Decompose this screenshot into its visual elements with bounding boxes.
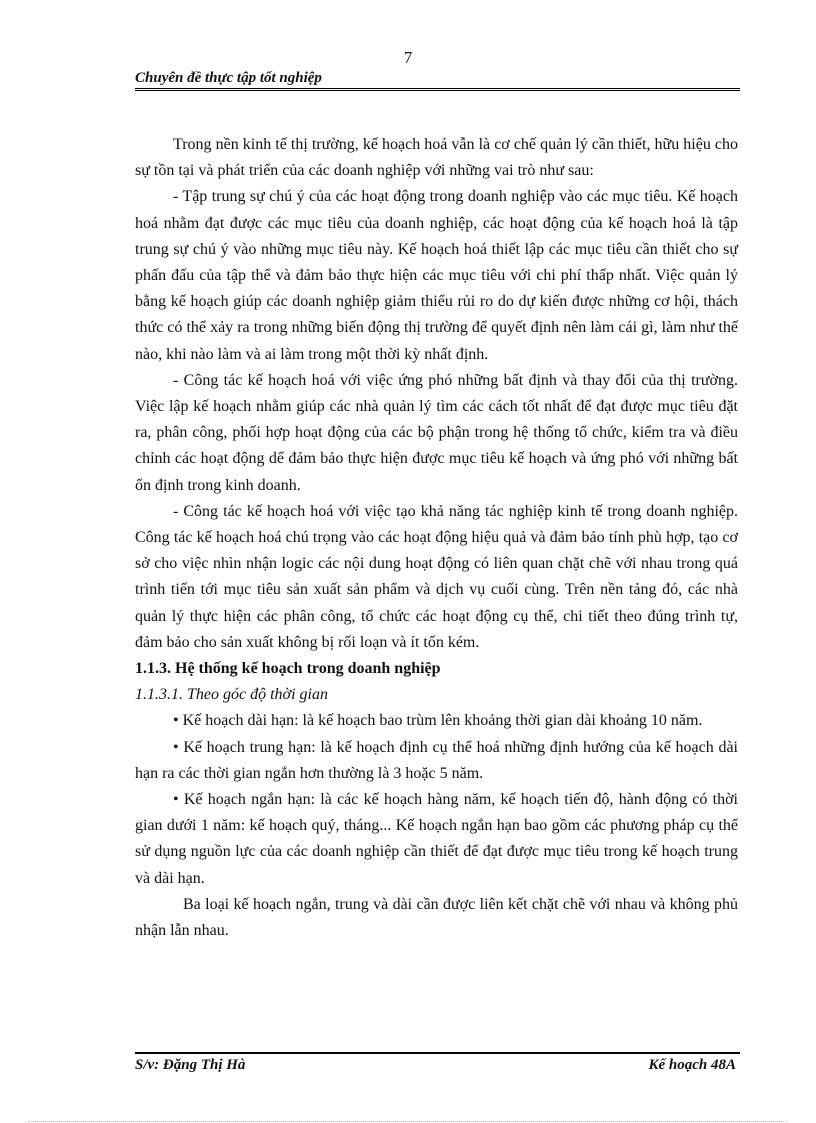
header-title: Chuyên đề thực tập tốt nghiệp [135, 70, 322, 86]
bullet-medium-term: • Kế hoạch trung hạn: là kế hoạch định cụ thể hoá những định hướng của kế hoạch dài hạn ra các thời gian ngắn hơn thường là 3 hoặc 5 năm. [135, 738, 738, 782]
header-divider [135, 88, 740, 91]
footer-class: Kế hoạch 48A [648, 1057, 736, 1073]
paragraph-operations: - Công tác kế hoạch hoá với việc tạo khả năng tác nghiệp kinh tế trong doanh nghiệp. Công tác kế hoạch hoá chú trọng vào các hoạt động hiệu quả và đảm bảo tính phù hợp, tạo cơ sở cho việc nhìn nhận logic các nội dung hoạt động có liên quan chặt chẽ với nhau trong quá trình tiến tới mục tiêu sản xuất sản phẩm và dịch vụ cuối cùng. Trên nền tảng đó, các nhà quản lý thực hiện các phân công, tổ chức các hoạt động cụ thể, chi tiết theo đúng trình tự, đảm bảo cho sản xuất không bị rối loạn và ít tốn kém. [135, 502, 738, 651]
paragraph-market-uncertainty: - Công tác kế hoạch hoá với việc ứng phó những bất định và thay đổi của thị trường. Việc lập kế hoạch nhằm giúp các nhà quản lý tìm các cách tốt nhất để đạt được mục tiêu đặt ra, phân công, phối hợp hoạt động của các bộ phận trong hệ thống tổ chức, kiểm tra và điều chỉnh các hoạt động dể đảm bảo thực hiện được mục tiêu kế hoạch và ứng phó với những bất ổn định trong kinh doanh. [135, 371, 738, 494]
document-body [135, 132, 738, 944]
page-edge-divider [28, 1121, 788, 1122]
paragraph-closing: Ba loại kế hoạch ngắn, trung và dài cần được liên kết chặt chẽ với nhau và không phủ nhận lẫn nhau. [135, 895, 738, 940]
footer-divider [135, 1052, 740, 1054]
footer-author: S/v: Đặng Thị Hà [135, 1057, 246, 1073]
paragraph-intro: Trong nền kinh tế thị trường, kế hoạch hoá vẫn là cơ chế quản lý cần thiết, hữu hiệu cho sự tồn tại và phát triển của các doanh nghiệp với những vai trò như sau: [135, 136, 738, 180]
bullet-short-term: • Kế hoạch ngắn hạn: là các kế hoạch hàng năm, kế hoạch tiến độ, hành động có thời gian dưới 1 năm: kế hoạch quý, tháng... Kế hoạch ngắn hạn bao gồm các phương pháp cụ thể sử dụng nguồn lực của các doanh nghiệp cần thiết để đạt được mục tiêu trong kế hoạch trung và dài hạn. [135, 791, 738, 887]
paragraph-focus-goals: - Tập trung sự chú ý của các hoạt động trong doanh nghiệp vào các mục tiêu. Kế hoạch hoá nhằm đạt được các mục tiêu của doanh nghiệp, các hoạt động của kế hoạch hoá là tập trung sự chú ý vào những mục tiêu này. Kế hoạch hoá thiết lập các mục tiêu cần thiết cho sự phấn đấu của tập thể và đảm bảo thực hiện các mục tiêu với chi phí thấp nhất. Việc quản lý bằng kế hoạch giúp các doanh nghiệp giảm thiểu rủi ro do dự kiến được những cơ hội, thách thức có thể xảy ra trong những biến động thị trường để quyết định nên làm cái gì, làm như thế nào, khi nào làm và ai làm trong một thời kỳ nhất định. [135, 188, 738, 363]
subsection-heading: 1.1.3.1. Theo góc độ thời gian [135, 686, 328, 704]
bullet-long-term: • Kế hoạch dài hạn: là kế hoạch bao trùm lên khoảng thời gian dài khoảng 10 năm. [173, 712, 703, 730]
section-heading: 1.1.3. Hệ thống kế hoạch trong doanh nghiệp [135, 660, 441, 678]
page-number: 7 [403, 48, 413, 67]
